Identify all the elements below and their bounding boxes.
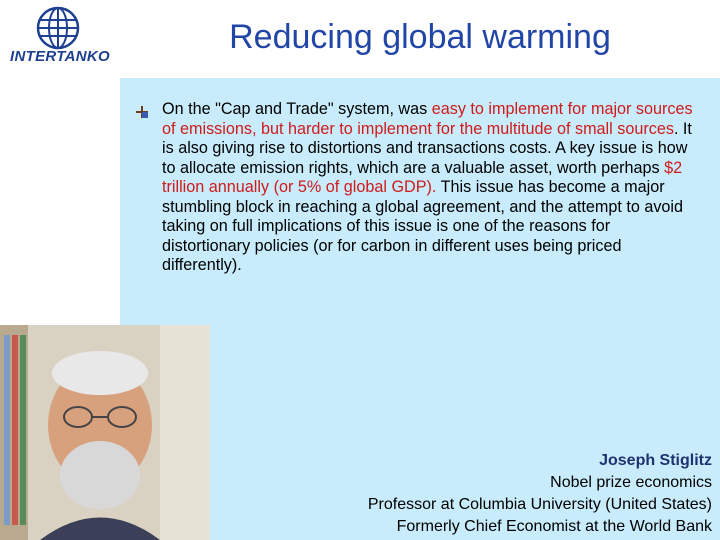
slide-title: Reducing global warming: [229, 18, 611, 56]
globe-icon: [36, 6, 80, 50]
intertanko-logo: [0, 0, 120, 78]
bullet-highlight-2: $2 trillion annually (or 5% of global GDP).: [162, 158, 683, 196]
credit-line-3: Professor at Columbia University (United States): [367, 496, 712, 513]
bullet-seg-5: This issue has become a major stumbling block in reaching a global agreement, and the attempt to avoid taking on full implications of this issue is one of the reasons for distortionary policies (or for carbon in different uses being priced differently).: [162, 178, 684, 274]
bullet-seg-1: On the "Cap and Trade" system, was: [162, 100, 432, 118]
portrait-photo: [0, 325, 210, 540]
credit-line-4: Formerly Chief Economist at the World Bank: [396, 518, 712, 535]
bullet-text: [162, 100, 702, 276]
slide-header: [120, 0, 720, 78]
logo-brand-text: INTERTANKO: [10, 48, 110, 65]
bullet-icon: [136, 106, 148, 118]
bullet-highlight-1: easy to implement for major sources of emissions, but harder to implement for the multitude of small sources: [162, 100, 693, 138]
credit-block: [292, 450, 712, 538]
bullet-seg-3: . It is also giving rise to distortions and transactions costs. A key issue is how to allocate emission rights, which are a valuable asset, worth perhaps: [162, 119, 692, 177]
credit-line-2: Nobel prize economics: [550, 474, 712, 491]
credit-name: Joseph Stiglitz: [599, 452, 712, 469]
